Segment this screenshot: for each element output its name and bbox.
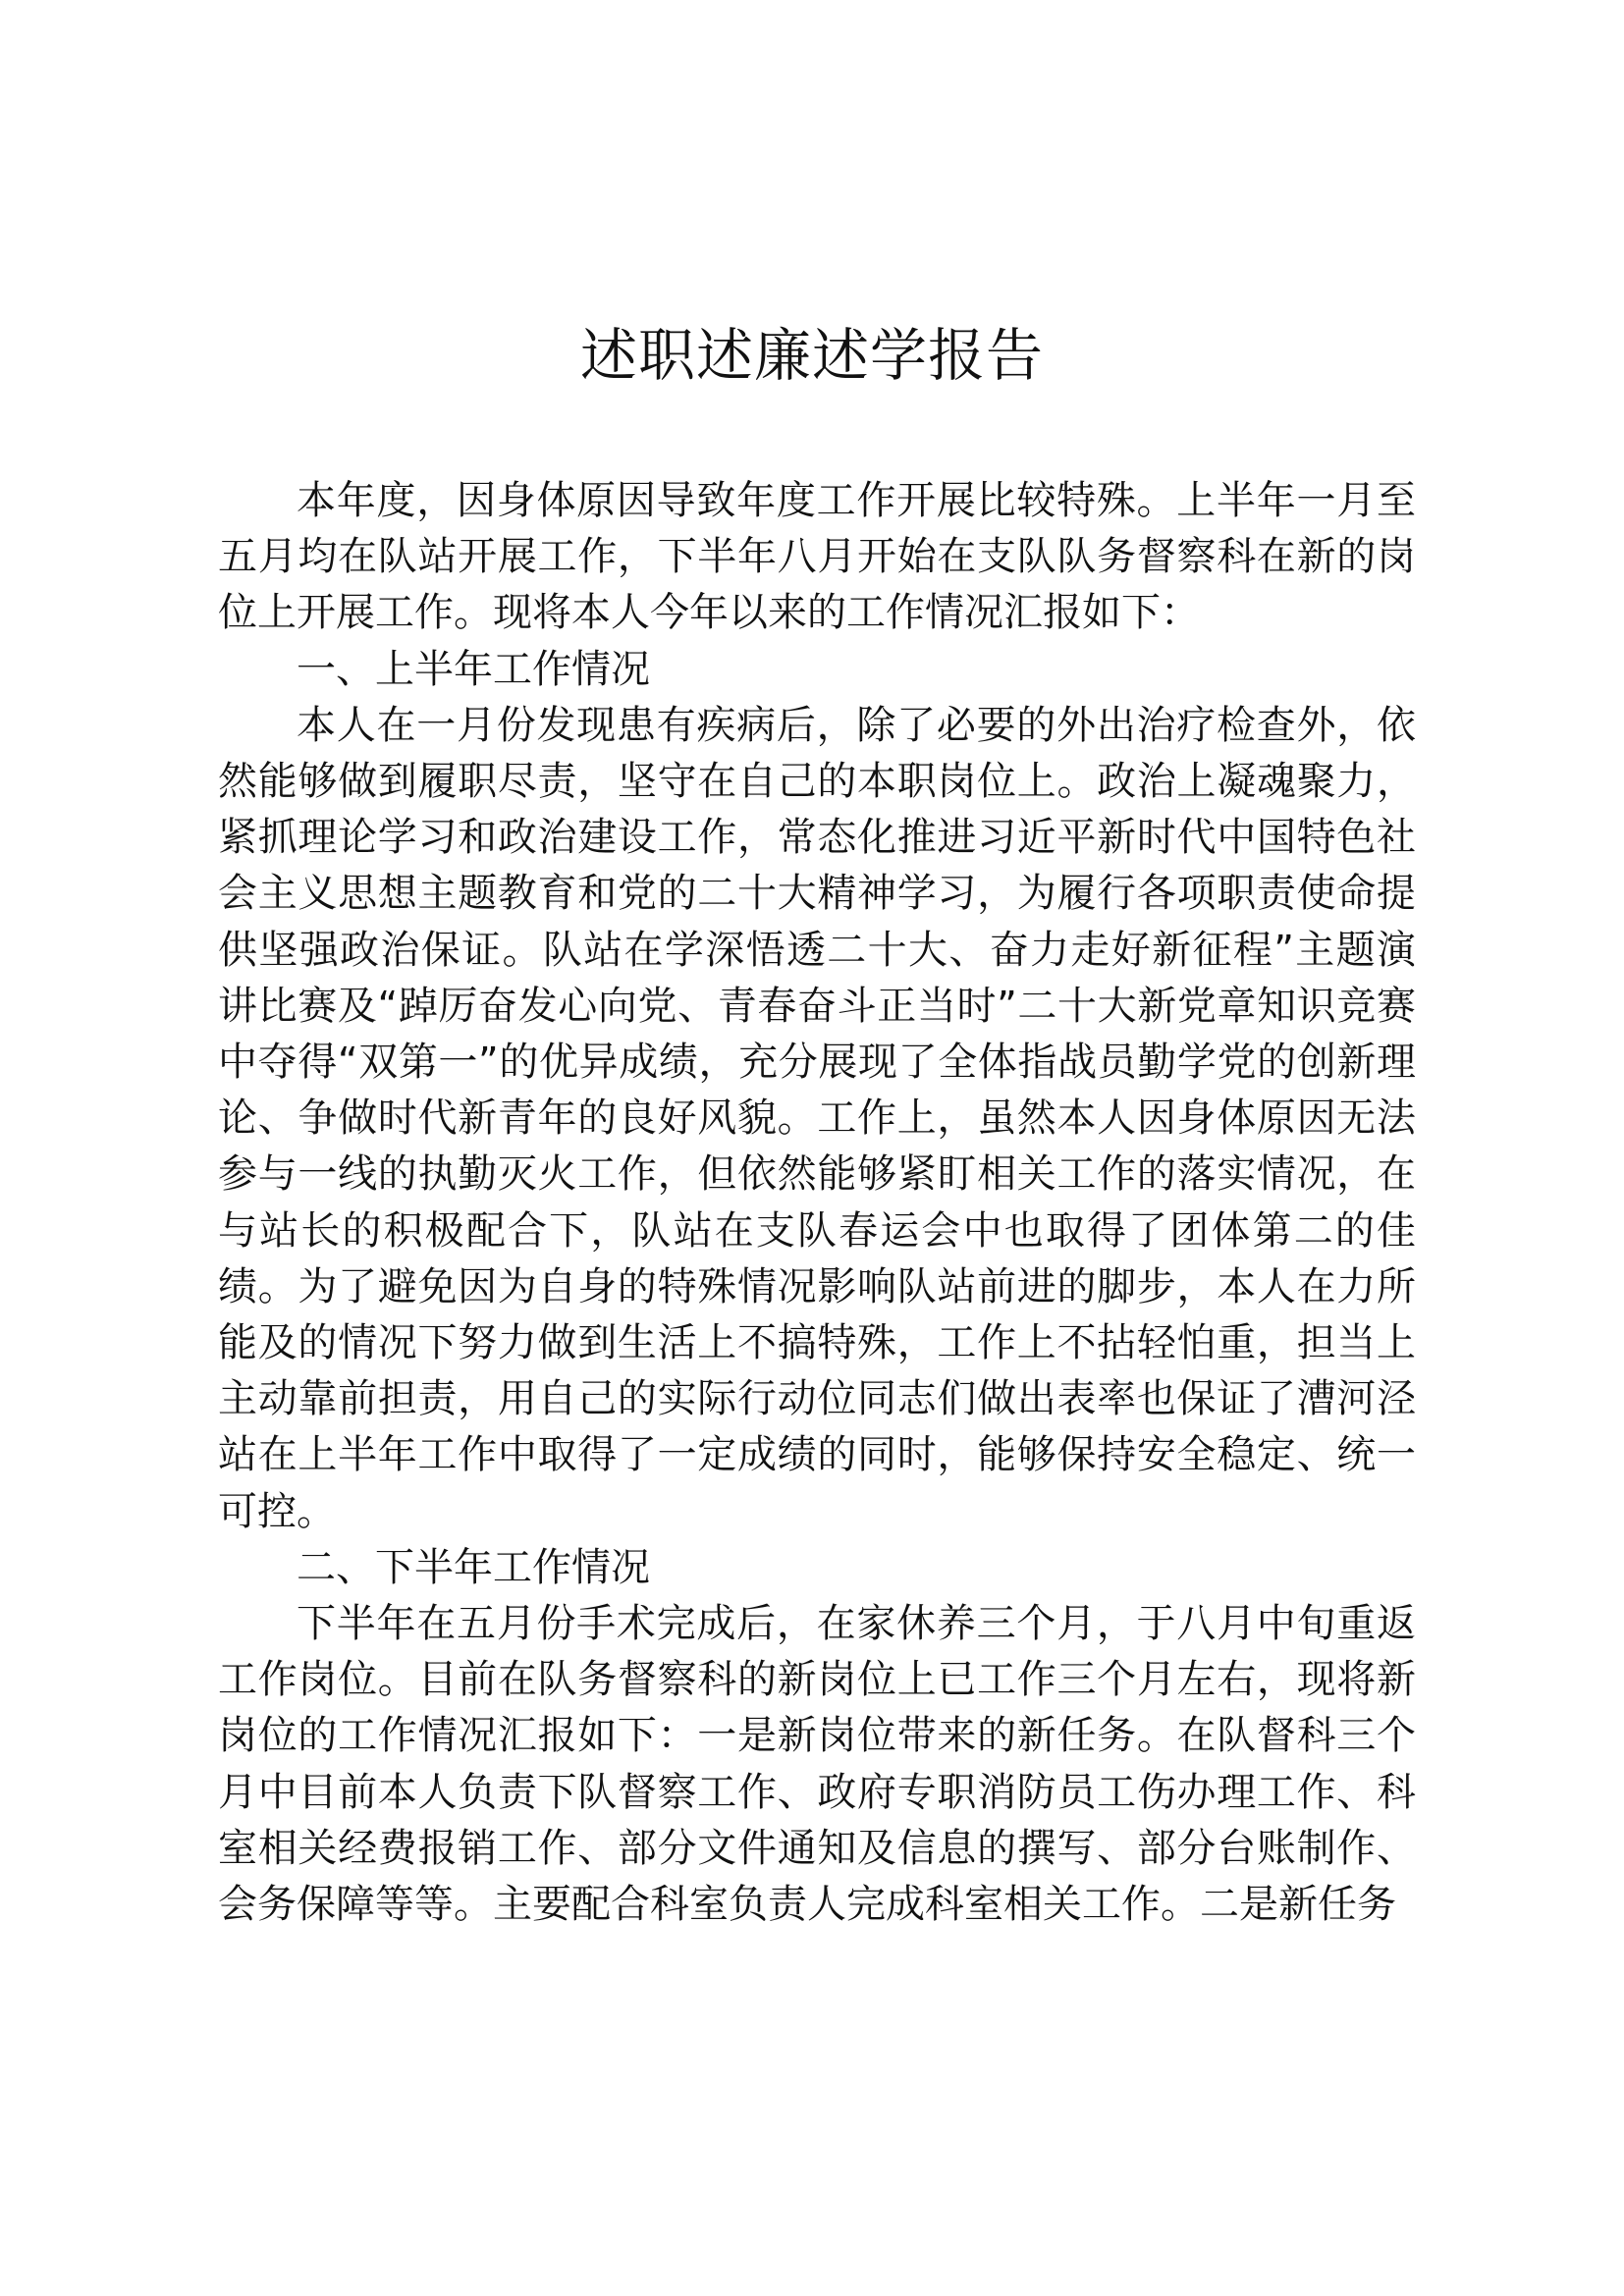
section-heading-first-half: 一、上半年工作情况 bbox=[297, 646, 650, 692]
section-body-second-half: 下半年在五月份手术完成后，在家休养三个月，于八月中旬重返工作岗位。目前在队务督察科的新岗位上已工作三个月左右，现将新岗位的工作情况汇报如下：一是新岗位带来的新任务。在队督科三个月中目前本人负责下队督察工作、政府专职消防员工伤办理工作、科室相关经费报销工作、部分文件通知及信息的撰写、部分台账制作、会务保障等等。主要配合科室负责人完成科室相关工作。二是新任务 bbox=[218, 1601, 1416, 1928]
intro-paragraph: 本年度，因身体原因导致年度工作开展比较特殊。上半年一月至五月均在队站开展工作，下半年八月开始在支队队务督察科在新的岗位上开展工作。现将本人今年以来的工作情况汇报如下： bbox=[218, 478, 1416, 636]
section-heading-second-half: 二、下半年工作情况 bbox=[297, 1544, 650, 1590]
section-body-first-half: 本人在一月份发现患有疾病后，除了必要的外出治疗检查外，依然能够做到履职尽责，坚守在自己的本职岗位上。政治上凝魂聚力，紧抓理论学习和政治建设工作，常态化推进习近平新时代中国特色社会主义思想主题教育和党的二十大精神学习，为履行各项职责使命提供坚强政治保证。队站在学深悟透二十大、奋力走好新征程”主题演讲比赛及“踔厉奋发心向党、青春奋斗正当时”二十大新党章知识竞赛中夺得“双第一”的优异成绩，充分展现了全体指战员勤学党的创新理论、争做时代新青年的良好风貌。工作上，虽然本人因身体原因无法参与一线的执勤灭火工作，但依然能够紧盯相关工作的落实情况，在与站长的积极配合下，队站在支队春运会中也取得了团体第二的佳绩。为了避免因为自身的特殊情况影响队站前进的脚步，本人在力所能及的情况下努力做到生活上不搞特殊，工作上不拈轻怕重，担当上主动靠前担责，用自己的实际行动位同志们做出表率也保证了漕河泾站在上半年工作中取得了一定成绩的同时，能够保持安全稳定、统一可控。 bbox=[218, 702, 1416, 1534]
document-title: 述职述廉述学报告 bbox=[579, 322, 1044, 389]
document-body bbox=[218, 473, 1416, 1933]
